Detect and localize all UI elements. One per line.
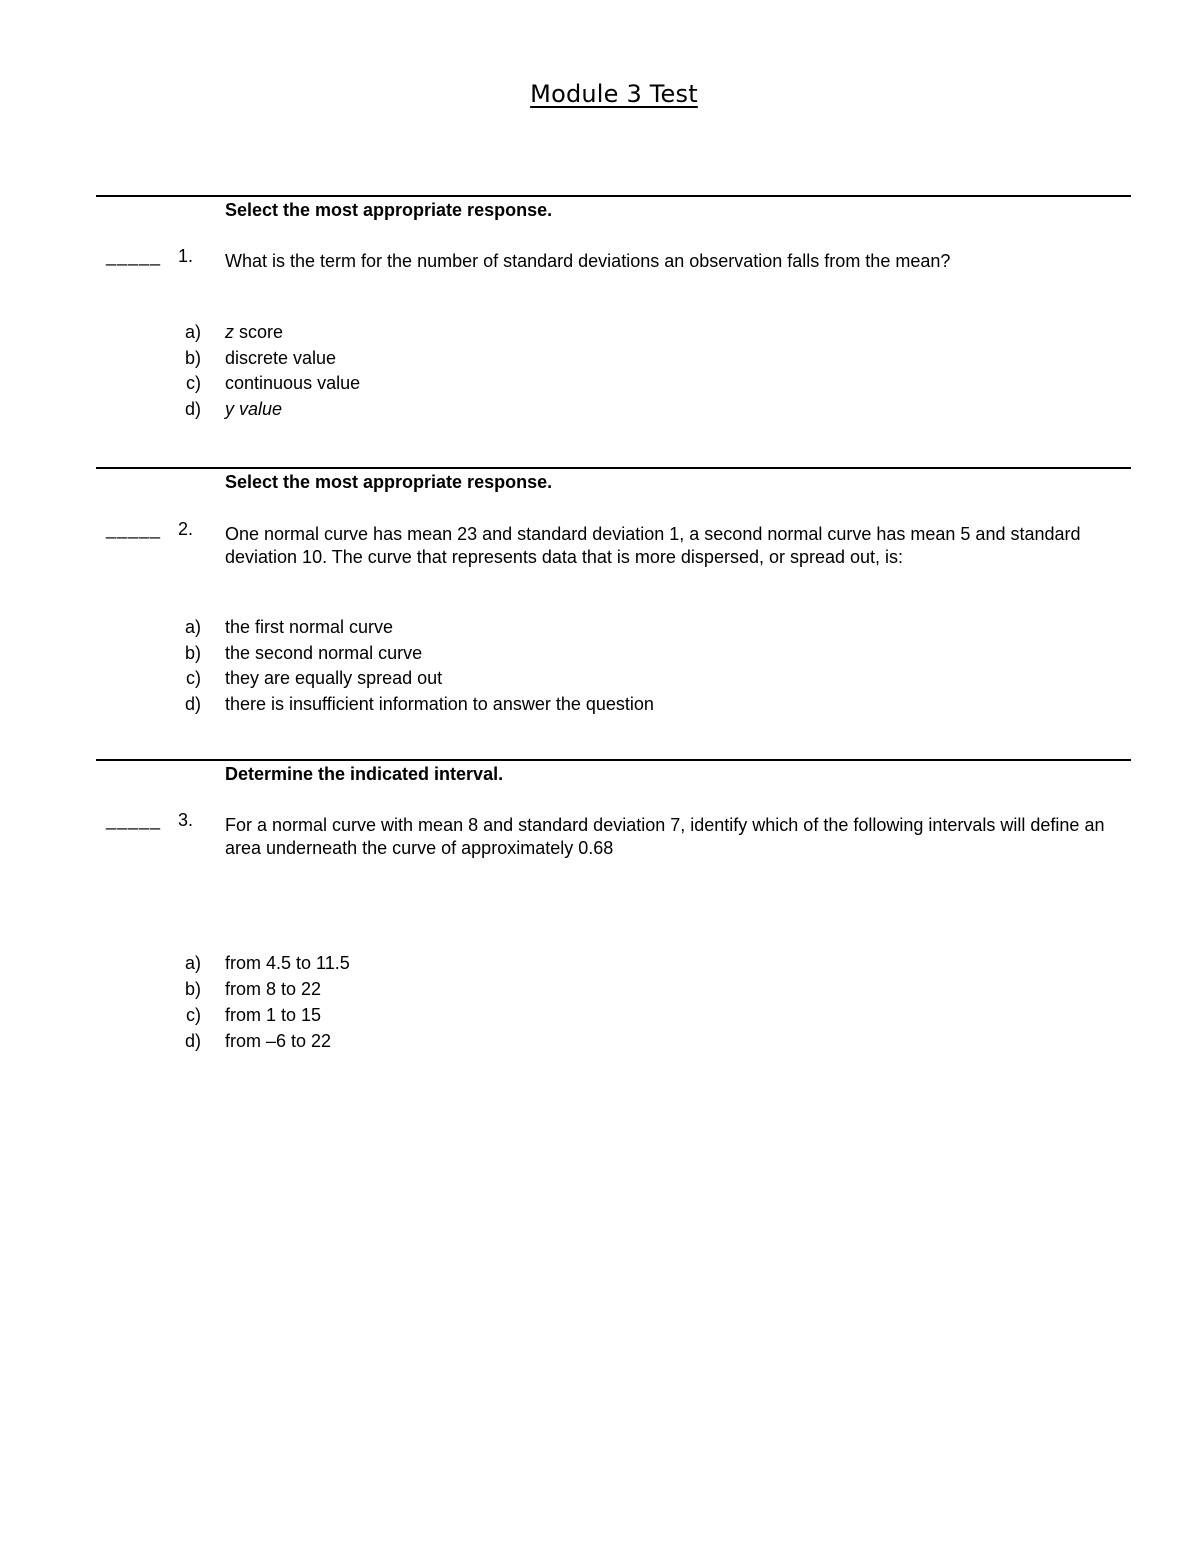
option-letter: a) (184, 953, 201, 973)
question-number: 2. (178, 519, 194, 539)
option-text: there is insufficient information to answer the question (225, 694, 654, 714)
page-title: Module 3 Test (530, 80, 698, 108)
question-instruction: Select the most appropriate response. (225, 472, 553, 492)
option-c[interactable] (96, 668, 996, 694)
question-text: What is the term for the number of standard deviations an observation falls from the mean? (225, 251, 951, 271)
option-text: continuous value (225, 373, 361, 393)
answer-blank[interactable]: _____ (106, 246, 162, 266)
question-text: One normal curve has mean 23 and standard deviation 1, a second normal curve has mean 5 and standard deviation 10. The curve that represents data that is more dispersed, or spread out, is: (225, 524, 1081, 567)
option-a[interactable] (96, 322, 996, 348)
option-letter: b) (184, 979, 201, 999)
option-text: they are equally spread out (225, 668, 443, 688)
option-text: discrete value (225, 348, 337, 368)
question-2 (96, 467, 1131, 749)
option-letter: c) (186, 1005, 201, 1025)
option-d[interactable] (96, 1031, 996, 1057)
option-d[interactable] (96, 399, 996, 425)
option-letter: d) (184, 694, 201, 714)
option-text: from 8 to 22 (225, 979, 322, 999)
question-1 (96, 195, 1131, 457)
option-letter: d) (184, 399, 201, 419)
question-3 (96, 759, 1131, 1081)
option-letter: c) (186, 373, 201, 393)
question-number: 1. (178, 246, 194, 266)
option-letter: d) (184, 1031, 201, 1051)
option-letter: a) (184, 617, 201, 637)
option-prefix: z (225, 322, 234, 342)
question-instruction: Determine the indicated interval. (225, 764, 504, 784)
option-letter: b) (184, 348, 201, 368)
option-text: from –6 to 22 (225, 1031, 332, 1051)
option-c[interactable] (96, 373, 996, 399)
option-a[interactable] (96, 953, 996, 979)
option-d[interactable] (96, 694, 996, 720)
question-text: For a normal curve with mean 8 and standard deviation 7, identify which of the following intervals will define an area underneath the curve of approximately 0.68 (225, 815, 1105, 858)
option-text: from 1 to 15 (225, 1005, 322, 1025)
question-number: 3. (178, 810, 194, 830)
option-c[interactable] (96, 1005, 996, 1031)
question-instruction: Select the most appropriate response. (225, 200, 553, 220)
option-b[interactable] (96, 979, 996, 1005)
option-text: from 4.5 to 11.5 (225, 953, 350, 973)
option-a[interactable] (96, 617, 996, 643)
option-text (225, 322, 283, 343)
option-text: the first normal curve (225, 617, 394, 637)
option-label: score (234, 322, 284, 342)
option-text: y value (225, 399, 283, 419)
option-b[interactable] (96, 348, 996, 374)
option-letter: a) (184, 322, 201, 342)
option-letter: c) (186, 668, 201, 688)
option-letter: b) (184, 643, 201, 663)
option-text: the second normal curve (225, 643, 423, 663)
answer-blank[interactable]: _____ (106, 810, 162, 830)
option-b[interactable] (96, 643, 996, 669)
answer-blank[interactable]: _____ (106, 519, 162, 539)
